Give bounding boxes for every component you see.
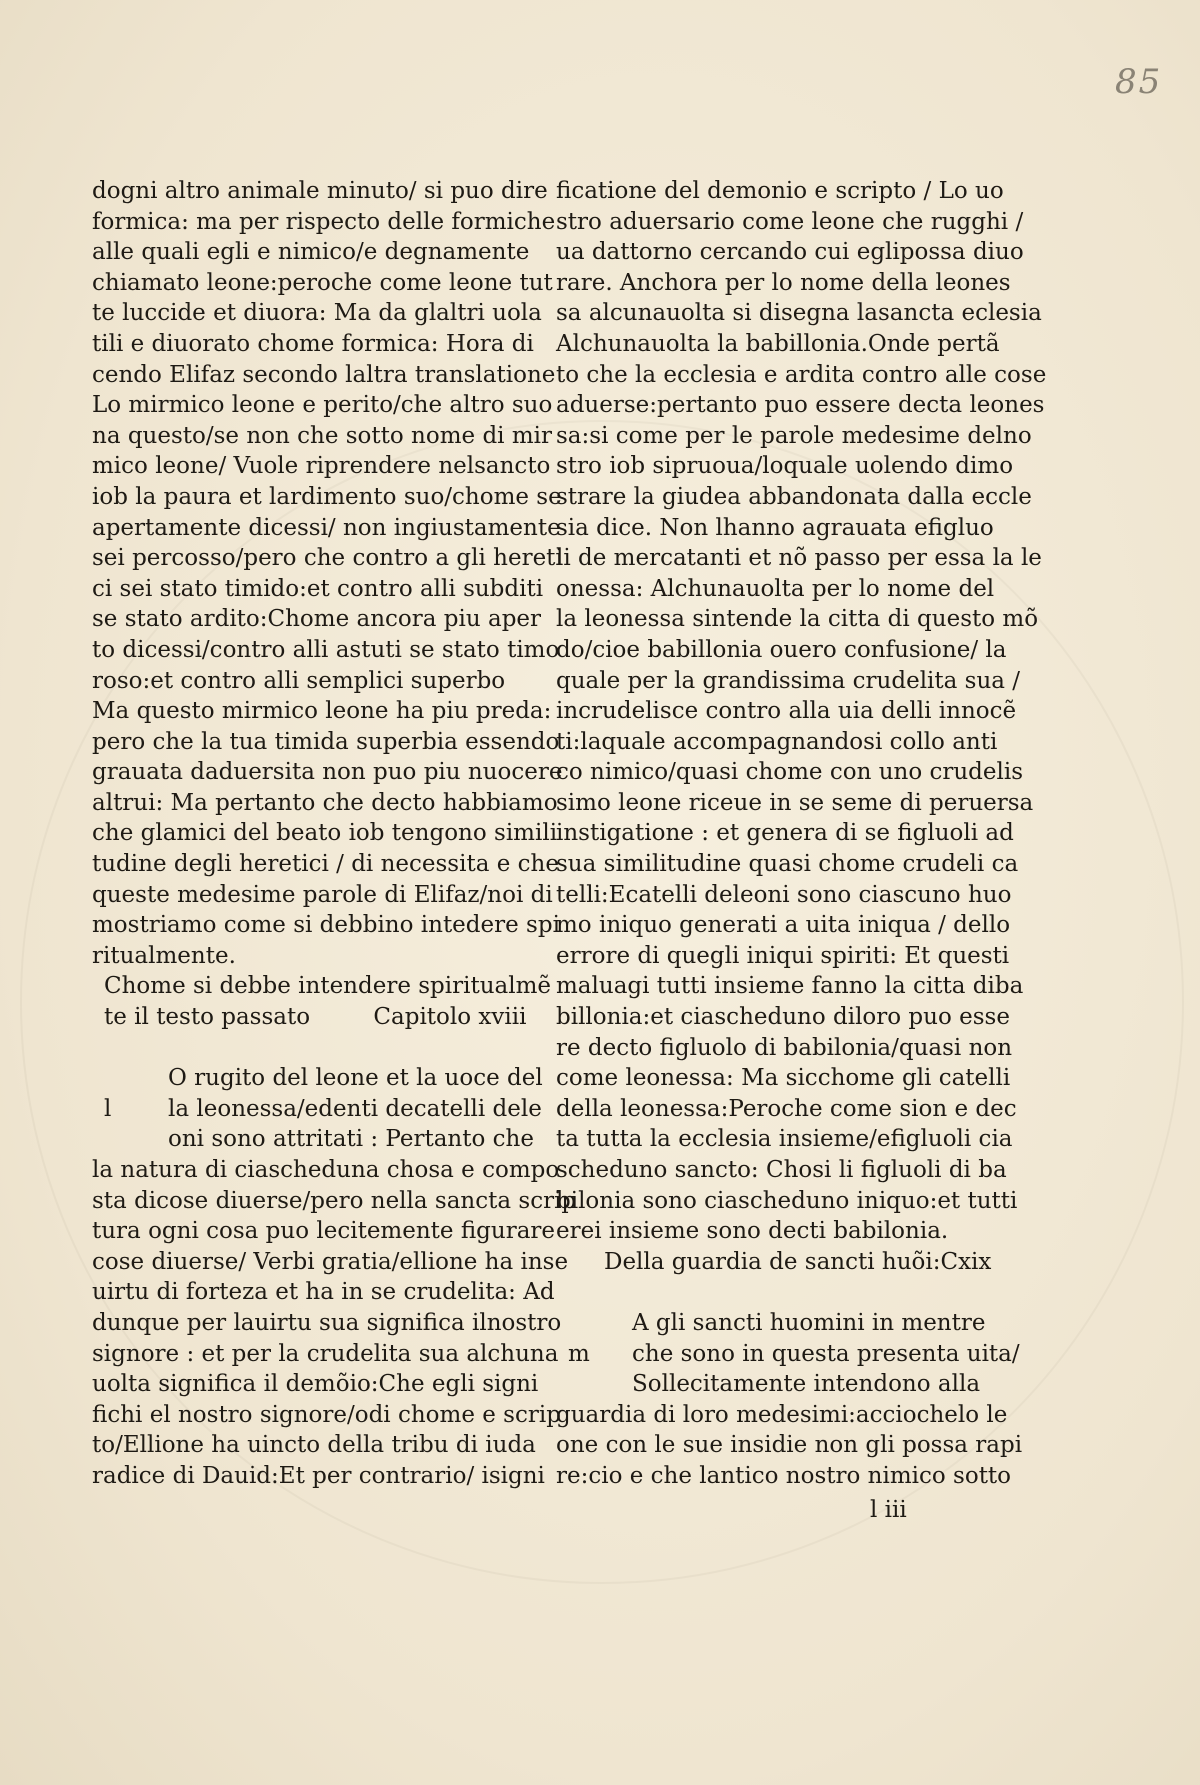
- guide-letter: m: [568, 1340, 590, 1367]
- folio-number: 85: [1115, 62, 1163, 102]
- text-line: alle quali egli e nimico/e degnamente: [92, 239, 530, 266]
- chapter-label: Capitolo xviii: [373, 1004, 527, 1031]
- guide-letter: l: [104, 1095, 112, 1122]
- text-line: iob la paura et lardimento suo/chome se: [92, 483, 562, 510]
- text-line: roso:et contro alli semplici superbo: [92, 667, 506, 694]
- text-line: li de mercatanti et nõ passo per essa la le: [556, 545, 1042, 572]
- text-line: oni sono attritati : Pertanto che: [168, 1126, 534, 1153]
- text-line: queste medesime parole di Elifaz/noi di: [92, 881, 553, 908]
- text-line: ci sei stato timido:et contro alli subditi: [92, 575, 544, 602]
- text-line: altrui: Ma pertanto che decto habbiamo: [92, 789, 558, 816]
- chapter-heading-right: Della guardia de sancti huõi:Cxix: [604, 1248, 992, 1275]
- text-line: apertamente dicessi/ non ingiustamente: [92, 514, 561, 541]
- text-line: erei insieme sono decti babilonia.: [556, 1218, 949, 1245]
- text-line: ritualmente.: [92, 942, 236, 969]
- text-line: Lo mirmico leone e perito/che altro suo: [92, 392, 553, 419]
- text-line: mo iniquo generati a uita iniqua / dello: [556, 912, 1011, 939]
- text-line: uirtu di forteza et ha in se crudelita: Ad: [92, 1279, 555, 1306]
- text-line: re:cio e che lantico nostro nimico sotto: [556, 1462, 1012, 1489]
- text-line: se stato ardito:Chome ancora piu aper: [92, 606, 542, 633]
- text-line: che glamici del beato iob tengono simili: [92, 820, 558, 847]
- text-line: te luccide et diuora: Ma da glaltri uola: [92, 300, 542, 327]
- text-line: come leonessa: Ma sicchome gli catelli: [556, 1065, 1011, 1092]
- text-line: O rugito del leone et la uoce del: [168, 1065, 543, 1092]
- text-line: aduerse:pertanto puo essere decta leones: [556, 392, 1045, 419]
- text-line: tili e diuorato chome formica: Hora di: [92, 330, 534, 357]
- text-line: sia dice. Non lhanno agrauata efigluo: [556, 514, 994, 541]
- text-line: sa:si come per le parole medesime delno: [556, 422, 1032, 449]
- spacer: [92, 1033, 512, 1064]
- text-line: sua similitudine quasi chome crudeli ca: [556, 851, 1019, 878]
- text-line: billonia:et ciascheduno diloro puo esse: [556, 1004, 1010, 1031]
- text-line: tudine degli heretici / di necessita e che: [92, 851, 559, 878]
- text-line: sa alcunauolta si disegna lasancta eclesia: [556, 300, 1042, 327]
- text-line: della leonessa:Peroche come sion e dec: [556, 1095, 1017, 1122]
- text-line: onessa: Alchunauolta per lo nome del: [556, 575, 995, 602]
- text-line: strare la giudea abbandonata dalla eccle: [556, 483, 1032, 510]
- text-line: uolta significa il demõio:Che egli signi: [92, 1371, 539, 1398]
- text-line: fichi el nostro signore/odi chome e scrip: [92, 1401, 561, 1428]
- text-line: mostriamo come si debbino intedere spi: [92, 912, 560, 939]
- text-line: ti:laquale accompagnandosi collo anti: [556, 728, 998, 755]
- text-line: na questo/se non che sotto nome di mir: [92, 422, 552, 449]
- text-line: dunque per lauirtu sua significa ilnostro: [92, 1309, 562, 1336]
- text-line: formica: ma per rispecto delle formiche: [92, 208, 556, 235]
- text-line: mico leone/ Vuole riprendere nelsancto: [92, 453, 551, 480]
- text-line: signore : et per la crudelita sua alchuna: [92, 1340, 559, 1367]
- text-line: errore di quegli iniqui spiriti: Et questi: [556, 942, 1010, 969]
- text-line: incrudelisce contro alla uia delli innocẽ: [556, 698, 1017, 725]
- text-line: ta tutta la ecclesia insieme/efigluoli cia: [556, 1126, 1013, 1153]
- text-line: scheduno sancto: Chosi li figluoli di ba: [556, 1157, 1007, 1183]
- text-line: la natura di ciascheduna chosa e compo: [92, 1157, 560, 1183]
- text-line: guardia di loro medesimi:acciochelo le: [556, 1401, 1008, 1428]
- text-line: cose diuerse/ Verbi gratia/ellione ha inse: [92, 1248, 569, 1275]
- text-line: do/cioe babillonia ouero confusione/ la: [556, 636, 1007, 663]
- spacer: [556, 1277, 976, 1308]
- text-line: telli:Ecatelli deleoni sono ciascuno huo: [556, 881, 1012, 908]
- right-column-chapter-text: [556, 1308, 1023, 1492]
- text-line: stro aduersario come leone che rugghi /: [556, 208, 1024, 235]
- text-line: quale per la grandissima crudelita sua /: [556, 667, 1021, 694]
- text-line: to che la ecclesia e ardita contro alle cose: [556, 361, 1047, 388]
- text-line: rare. Anchora per lo nome della leones: [556, 269, 1011, 296]
- text-line: Alchunauolta la babillonia.Onde pertã: [556, 330, 1000, 357]
- text-line: che sono in questa presenta uita/ m: [556, 1339, 976, 1370]
- text-line: ficatione del demonio e scripto / Lo uo: [556, 178, 1004, 204]
- text-line: tura ogni cosa puo lecitemente figurare: [92, 1218, 556, 1245]
- text-line: Sollecitamente intendono alla: [632, 1371, 981, 1398]
- left-column: [92, 176, 577, 1492]
- text-line: dogni altro animale minuto/ si puo dire: [92, 178, 548, 204]
- text-line: la leonessa sintende la citta di questo mõ: [556, 606, 1039, 633]
- text-line: to/Ellione ha uincto della tribu di iuda: [92, 1432, 536, 1459]
- chapter-heading-line-2: [92, 1002, 527, 1033]
- text-line: stro iob sipruoua/loquale uolendo dimo: [556, 453, 1014, 480]
- text-line: one con le sue insidie non gli possa rapi: [556, 1432, 1023, 1459]
- text-line: grauata daduersita non puo piu nuocere: [92, 759, 563, 786]
- text-line: sei percosso/pero che contro a gli hereti: [92, 545, 563, 572]
- right-column-text: [556, 176, 1047, 1247]
- text-line: bilonia sono ciascheduno iniquo:et tutti: [556, 1187, 1018, 1214]
- right-column: [556, 176, 1047, 1492]
- chapter-heading-text: te il testo passato: [104, 1004, 311, 1031]
- text-line: Ma questo mirmico leone ha piu preda:: [92, 698, 552, 725]
- text-line: maluagi tutti insieme fanno la citta diba: [556, 973, 1024, 1000]
- text-line: ua dattorno cercando cui eglipossa diuo: [556, 239, 1024, 266]
- text-line: radice di Dauid:Et per contrario/ isigni: [92, 1462, 545, 1489]
- text-line: A gli sancti huomini in mentre: [632, 1309, 986, 1336]
- text-line: co nimico/quasi chome con uno crudelis: [556, 759, 1024, 786]
- text-line: re decto figluolo di babilonia/quasi non: [556, 1034, 1013, 1061]
- text-line: chiamato leone:peroche come leone tut: [92, 269, 553, 296]
- text-line: pero che la tua timida superbia essendo: [92, 728, 560, 755]
- text-line: cendo Elifaz secondo laltra translatione: [92, 361, 556, 388]
- text-line: to dicessi/contro alli astuti se stato timo: [92, 636, 560, 663]
- text-line: simo leone riceue in se seme di peruersa: [556, 789, 1034, 816]
- signature-mark: l iii: [870, 1497, 907, 1523]
- text-line: la leonessa/edenti decatelli dele l: [92, 1094, 512, 1125]
- chapter-heading-line-1: Chome si debbe intendere spiritualmẽ: [104, 973, 552, 1000]
- left-column-chapter-text: [92, 1063, 577, 1491]
- text-line: sta dicose diuerse/pero nella sancta scrip: [92, 1187, 577, 1214]
- left-column-text: [92, 176, 563, 971]
- text-line: instigatione : et genera di se figluoli ad: [556, 820, 1014, 847]
